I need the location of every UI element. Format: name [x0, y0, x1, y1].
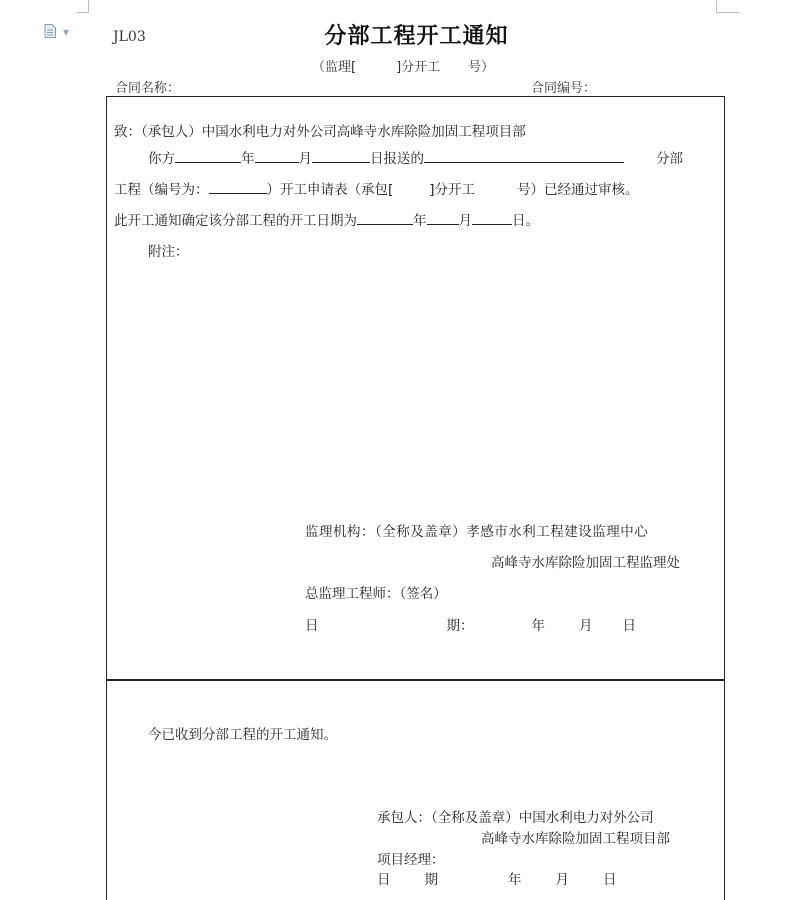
subtitle: （监理[ ]分开工 号） [312, 60, 495, 75]
contractor-date-line: 日 期 年 月 日 [377, 872, 617, 888]
chevron-down-icon[interactable]: ▼ [63, 28, 70, 37]
page-title: 分部工程开工通知 [324, 23, 509, 49]
start-month-blank[interactable] [427, 210, 459, 225]
notice-paragraph-3: 此开工通知确定该分部工程的开工日期为 年 月 日。 [114, 209, 539, 229]
supervisor-org-line: 监理机构：（全称及盖章）孝感市水利工程建设监理中心 [305, 524, 649, 540]
notice-paragraph-2: 工程（编号为： ）开工申请表（承包[ ]分开工 号）已经通过审核。 [114, 178, 639, 198]
contract-name-label: 合同名称： [115, 81, 181, 96]
page-corner-mark-right-h [716, 12, 740, 13]
supervisor-date-line: 日 期： 年 月 日 [305, 618, 636, 634]
page-corner-mark-right [716, 0, 717, 12]
contractor-department: 高峰寺水库除险加固工程项目部 [481, 831, 670, 847]
contractor-line: 承包人：（全称及盖章）中国水利电力对外公司 [377, 810, 654, 826]
submit-month-blank[interactable] [255, 148, 299, 163]
page-corner-mark-left [88, 0, 89, 12]
notice-paragraph-1: 你方 年 月 日报送的 分部 [148, 147, 683, 167]
project-number-blank[interactable] [209, 179, 267, 194]
note-label: 附注： [148, 244, 189, 260]
contract-number-label: 合同编号： [531, 81, 597, 96]
receipt-text: 今已收到分部工程的开工通知。 [148, 727, 337, 743]
page-corner-mark-left-h [76, 12, 89, 13]
project-manager-label: 项目经理： [377, 852, 445, 868]
supervisor-office-line: 高峰寺水库除险加固工程监理处 [491, 555, 680, 571]
addressee-line: 致：（承包人）中国水利电力对外公司高峰寺水库除险加固工程项目部 [114, 124, 526, 140]
submitted-document-blank[interactable] [424, 148, 624, 163]
form-code: JL03 [113, 29, 146, 45]
chief-engineer-signature: 总监理工程师：（签名） [305, 586, 447, 602]
submit-year-blank[interactable] [175, 148, 241, 163]
submit-day-blank[interactable] [312, 148, 370, 163]
start-day-blank[interactable] [472, 210, 512, 225]
start-year-blank[interactable] [357, 210, 413, 225]
